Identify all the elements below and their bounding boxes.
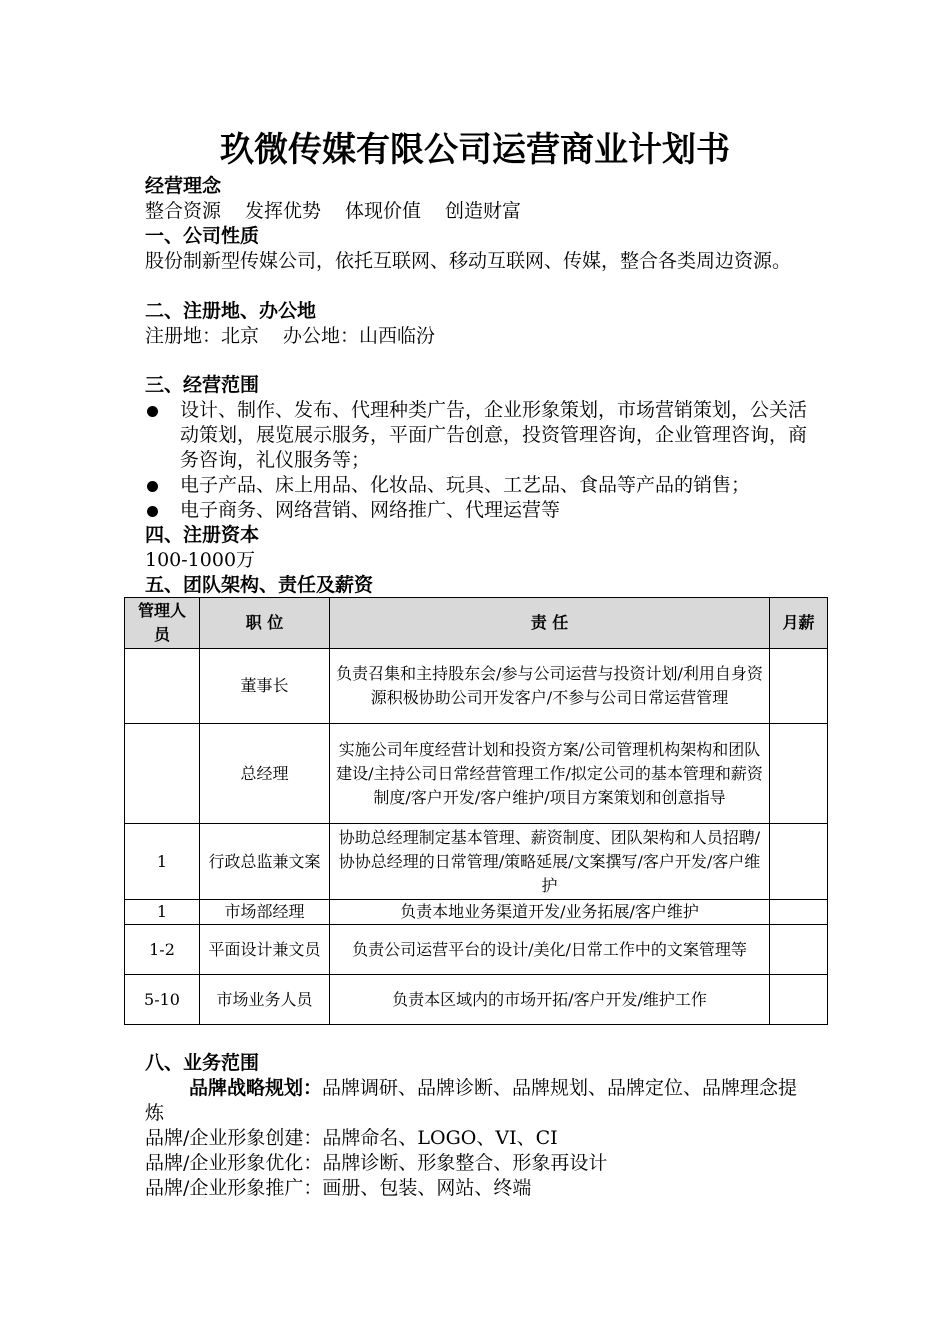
staff-count: 1 xyxy=(125,824,200,900)
business-line: 品牌/企业形象创建：品牌命名、LOGO、VI、CI xyxy=(145,1127,558,1149)
nature-text: 股份制新型传媒公司，依托互联网、移动互联网、传媒，整合各类周边资源。 xyxy=(145,250,792,272)
duty: 实施公司年度经营计划和投资方案/公司管理机构架构和团队建设/主持公司日常经营管理工作/拟定公司的基本管理和薪资制度/客户开发/客户维护/项目方案策划和创意指导 xyxy=(330,724,770,824)
salary xyxy=(770,925,828,975)
registered-location: 注册地：北京 xyxy=(145,325,260,347)
position: 总经理 xyxy=(200,724,330,824)
salary xyxy=(770,900,828,925)
salary xyxy=(770,824,828,900)
team-heading: 五、团队架构、责任及薪资 xyxy=(145,574,374,596)
table-header-row xyxy=(125,598,828,649)
bullet-icon xyxy=(147,506,158,517)
office-location: 办公地：山西临汾 xyxy=(283,325,436,347)
column-header: 月薪 xyxy=(770,598,828,649)
business-line: 品牌/企业形象优化：品牌诊断、形象整合、形象再设计 xyxy=(145,1152,608,1174)
philosophy-heading: 经营理念 xyxy=(145,175,222,197)
position: 平面设计兼文员 xyxy=(200,925,330,975)
position: 董事长 xyxy=(200,649,330,724)
table-row xyxy=(125,975,828,1025)
staff-count: 5-10 xyxy=(125,975,200,1025)
brand-strategy-text: 品牌调研、品牌诊断、品牌规划、品牌定位、品牌理念提炼 xyxy=(145,1077,798,1124)
bullet-icon xyxy=(147,481,158,492)
table-row xyxy=(125,649,828,724)
column-header: 管理人员 xyxy=(125,598,200,649)
section-team xyxy=(145,573,815,598)
staff-count: 1-2 xyxy=(125,925,200,975)
section-location xyxy=(145,299,815,349)
salary xyxy=(770,724,828,824)
column-header: 责 任 xyxy=(330,598,770,649)
section-philosophy xyxy=(145,174,815,224)
capital-heading: 四、注册资本 xyxy=(145,524,260,546)
position: 行政总监兼文案 xyxy=(200,824,330,900)
list-item: 电子商务、网络营销、网络推广、代理运营等 xyxy=(145,498,815,523)
scope-list xyxy=(145,398,815,523)
salary xyxy=(770,975,828,1025)
nature-heading: 一、公司性质 xyxy=(145,225,260,247)
brand-strategy xyxy=(145,1076,815,1126)
brand-strategy-label: 品牌战略规划： xyxy=(189,1077,323,1099)
business-heading: 八、业务范围 xyxy=(145,1052,260,1074)
business-line: 品牌/企业形象推广：画册、包装、网站、终端 xyxy=(145,1177,532,1199)
team-table xyxy=(124,597,828,1025)
bullet-icon xyxy=(147,406,158,417)
document-title: 玖微传媒有限公司运营商业计划书 xyxy=(220,130,730,170)
list-item: 电子产品、床上用品、化妆品、玩具、工艺品、食品等产品的销售； xyxy=(145,473,815,498)
duty: 负责召集和主持股东会/参与公司运营与投资计划/利用自身资源积极协助公司开发客户/不参与公司日常运营管理 xyxy=(330,649,770,724)
section-scope xyxy=(145,373,815,523)
location-heading: 二、注册地、办公地 xyxy=(145,300,317,322)
position: 市场部经理 xyxy=(200,900,330,925)
table-row xyxy=(125,724,828,824)
section-business xyxy=(145,1051,815,1201)
location-text xyxy=(145,324,815,349)
philosophy-item: 整合资源 xyxy=(145,200,222,222)
table-row xyxy=(125,824,828,900)
capital-text: 100-1000万 xyxy=(145,549,256,571)
position: 市场业务人员 xyxy=(200,975,330,1025)
section-nature xyxy=(145,224,815,274)
staff-count: 1 xyxy=(125,900,200,925)
duty: 负责公司运营平台的设计/美化/日常工作中的文案管理等 xyxy=(330,925,770,975)
table-row xyxy=(125,900,828,925)
philosophy-item: 体现价值 xyxy=(345,200,422,222)
staff-count xyxy=(125,724,200,824)
table-row xyxy=(125,925,828,975)
duty: 负责本地业务渠道开发/业务拓展/客户维护 xyxy=(330,900,770,925)
duty: 负责本区域内的市场开拓/客户开发/维护工作 xyxy=(330,975,770,1025)
section-capital xyxy=(145,523,815,573)
list-item: 设计、制作、发布、代理种类广告，企业形象策划，市场营销策划，公关活动策划，展览展示服务，平面广告创意，投资管理咨询，企业管理咨询，商务咨询，礼仪服务等； xyxy=(145,398,815,473)
philosophy-item: 创造财富 xyxy=(445,200,522,222)
philosophy-item: 发挥优势 xyxy=(245,200,322,222)
salary xyxy=(770,649,828,724)
duty: 协助总经理制定基本管理、薪资制度、团队架构和人员招聘/协协总经理的日常管理/策略延展/文案撰写/客户开发/客户维护 xyxy=(330,824,770,900)
philosophy-items xyxy=(145,199,815,224)
scope-heading: 三、经营范围 xyxy=(145,374,260,396)
staff-count xyxy=(125,649,200,724)
column-header: 职 位 xyxy=(200,598,330,649)
